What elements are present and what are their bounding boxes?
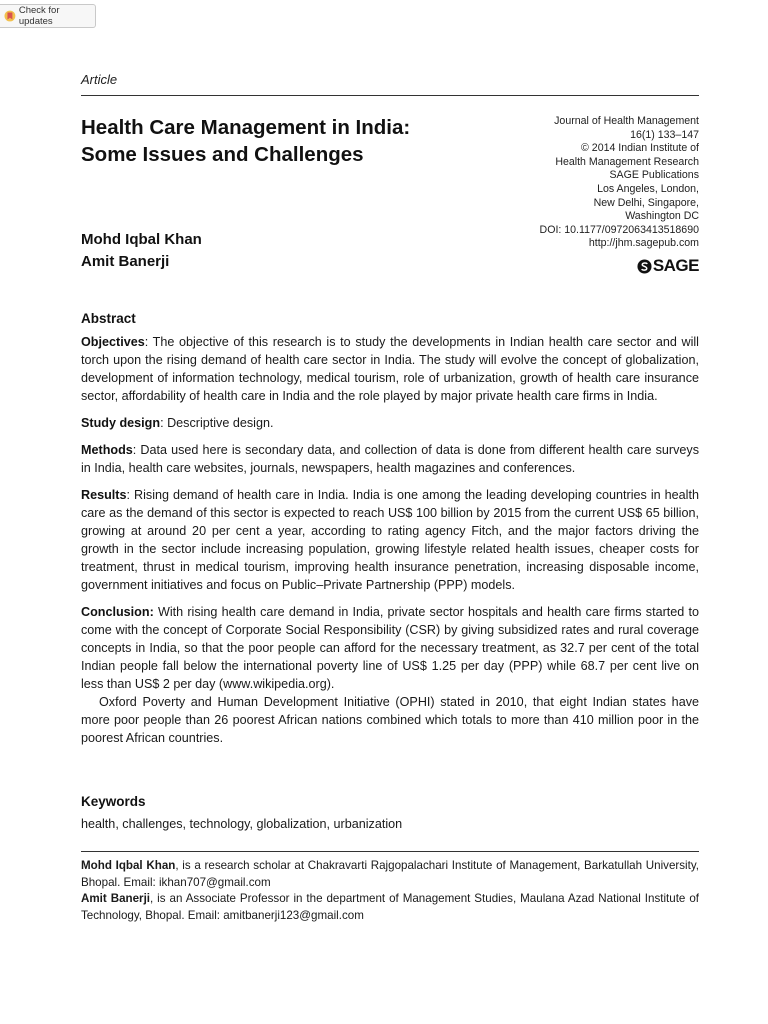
abstract-body [81, 333, 699, 756]
methods-text: : Data used here is secondary data, and collection of data is done from different health care surveys in India, health care websites, journals, newspapers, health magazines and conferences. [81, 443, 699, 475]
keywords-heading: Keywords [81, 794, 146, 809]
keywords-list: health, challenges, technology, globalization, urbanization [81, 817, 403, 831]
author-note-1 [81, 858, 699, 891]
author-note-1-text: , is a research scholar at Chakravarti Rajgopalachari Institute of Management, Barkatullah University, Bhopal. Email: ikhan707@gmail.com [81, 859, 699, 889]
abstract-study-design [81, 414, 699, 432]
publisher-location-2: New Delhi, Singapore, [593, 196, 699, 209]
conclusion-label: Conclusion: [81, 605, 154, 619]
check-for-updates-label: Check for updates [18, 5, 60, 27]
study-design-text: : Descriptive design. [160, 416, 274, 430]
author-note-1-name: Mohd Iqbal Khan [81, 859, 176, 872]
author-note-2-text: , is an Associate Professor in the department of Management Studies, Maulana Azad National Institute of Technology, Bhopal. Email: amitbanerji123@gmail.com [81, 892, 699, 922]
objectives-text: : The objective of this research is to study the developments in Indian health care sector and will torch upon the rising demand of health care sector in India. The study will evolve the concept of globalization, development of information technology, medical tourism, role of urbanization, growth of health care insurance sector, affordability of health care in India and the role played by major private health care firms in India. [81, 335, 699, 403]
author-note-2-name: Amit Banerji [81, 892, 151, 905]
paper-title [81, 114, 501, 168]
header-rule [81, 95, 699, 96]
abstract-conclusion [81, 603, 699, 693]
abstract-methods [81, 441, 699, 477]
sage-logo-icon [637, 259, 652, 274]
copyright-holder: Health Management Research [555, 155, 699, 168]
results-label: Results [81, 488, 127, 502]
sage-logo-text: SAGE [652, 256, 699, 275]
author-note-2 [81, 891, 699, 924]
journal-name: Journal of Health Management [554, 115, 699, 127]
conclusion-text: With rising health care demand in India, private sector hospitals and health care firms started to come with the concept of Corporate Social Responsibility (CSR) by giving subsidized rates and rural coverage concepts in India, so that the poor people can afford for the necessary treatment, as 32.7 per cent of the total Indian people fall below the international poverty line of US$ 1.25 per day (PPP) while 68.7 per cent live on less than US$ 2 per day (www.wikipedia.org). [81, 605, 699, 691]
journal-url[interactable]: http://jhm.sagepub.com [588, 237, 699, 250]
publisher: SAGE Publications [609, 169, 699, 182]
abstract-conclusion-continuation: Oxford Poverty and Human Development Initiative (OPHI) stated in 2010, that eight Indian states have more poor people than 26 poorest African nations combined which totals to more than 410 million poor in the poorest African countries. [81, 695, 699, 745]
study-design-label: Study design [81, 416, 161, 430]
title-line-2: Some Issues and Challenges [81, 143, 364, 166]
abstract-heading: Abstract [81, 311, 136, 326]
journal-volume: 16(1) 133–147 [630, 128, 699, 141]
author-notes [81, 858, 699, 924]
copyright-line: © 2014 Indian Institute of [581, 142, 699, 155]
article-type-label: Article [81, 72, 118, 87]
footnote-rule [81, 851, 699, 852]
abstract-objectives [81, 333, 699, 405]
publisher-location-3: Washington DC [625, 210, 699, 223]
author-list [81, 229, 202, 273]
results-text: : Rising demand of health care in India. India is one among the leading developing countries in health care as the demand of this sector is expected to reach US$ 100 billion by 2015 from the current US$ 65 billion, growing at around 20 per cent a year, according to rating agency Fitch, and the major factors driving the growth in the sector include increasing population, growing lifestyle related health issues, cheaper costs for treatment, thrust in medical tourism, improving health insurance penetration, increasing disposable income, government initiatives and focus on Public–Private Partnership (PPP) models. [81, 488, 699, 592]
check-for-updates-badge[interactable] [0, 4, 96, 28]
doi[interactable]: DOI: 10.1177/0972063413518690 [539, 223, 699, 236]
title-line-1: Health Care Management in India: [81, 116, 411, 139]
sage-logo [637, 256, 699, 276]
abstract-results [81, 486, 699, 594]
author-1: Mohd Iqbal Khan [81, 231, 202, 248]
journal-info [439, 115, 699, 251]
bookmark-refresh-icon [4, 10, 16, 22]
methods-label: Methods [81, 443, 133, 457]
publisher-location-1: Los Angeles, London, [597, 182, 699, 195]
author-2: Amit Banerji [81, 253, 170, 270]
objectives-label: Objectives [81, 335, 145, 349]
